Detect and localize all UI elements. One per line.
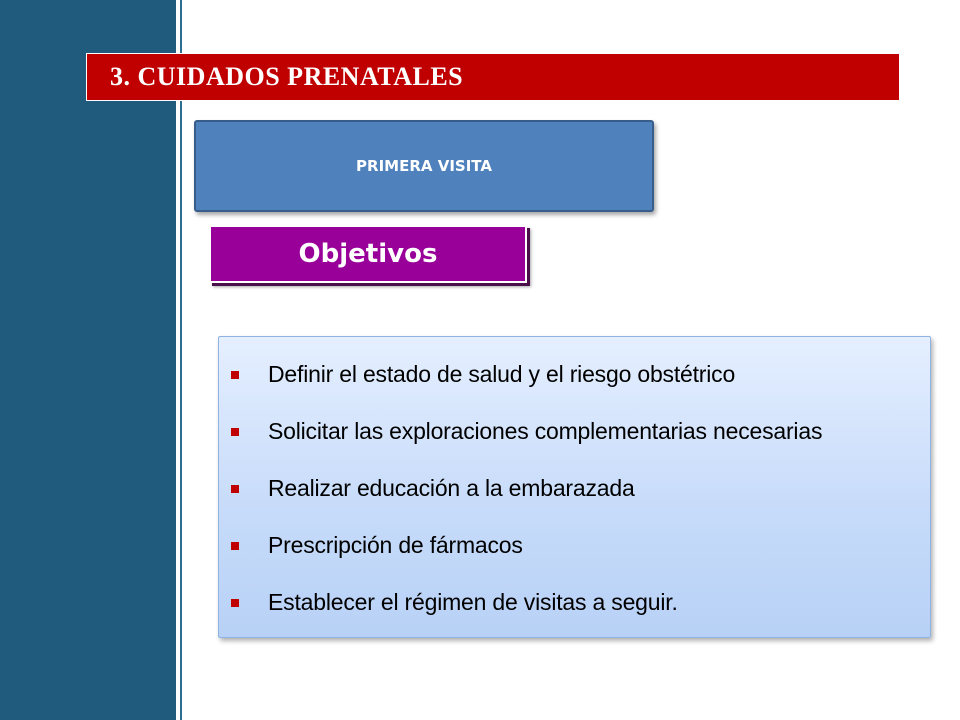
list-item xyxy=(231,418,822,445)
objectives-list xyxy=(218,336,931,638)
square-bullet-icon xyxy=(231,428,239,436)
square-bullet-icon xyxy=(231,599,239,607)
list-item xyxy=(231,589,678,616)
list-item xyxy=(231,361,735,388)
sidebar-divider xyxy=(180,0,182,720)
primera-visita-box xyxy=(194,120,654,212)
primera-visita-label: PRIMERA VISITA xyxy=(356,157,492,175)
list-item-text: Establecer el régimen de visitas a seguir. xyxy=(268,589,678,615)
square-bullet-icon xyxy=(231,542,239,550)
list-item xyxy=(231,475,635,502)
objetivos-box xyxy=(209,225,527,283)
list-item-text: Solicitar las exploraciones complementarias necesarias xyxy=(268,418,823,444)
title-bar xyxy=(86,53,900,101)
square-bullet-icon xyxy=(231,485,239,493)
slide-title: 3. CUIDADOS PRENATALES xyxy=(110,62,464,91)
left-sidebar-band xyxy=(0,0,176,720)
list-item-text: Prescripción de fármacos xyxy=(268,532,523,558)
list-item-text: Definir el estado de salud y el riesgo obstétrico xyxy=(268,361,736,387)
list-item-text: Realizar educación a la embarazada xyxy=(268,475,635,501)
objetivos-label: Objetivos xyxy=(298,239,438,269)
list-item xyxy=(231,532,523,559)
square-bullet-icon xyxy=(231,371,239,379)
